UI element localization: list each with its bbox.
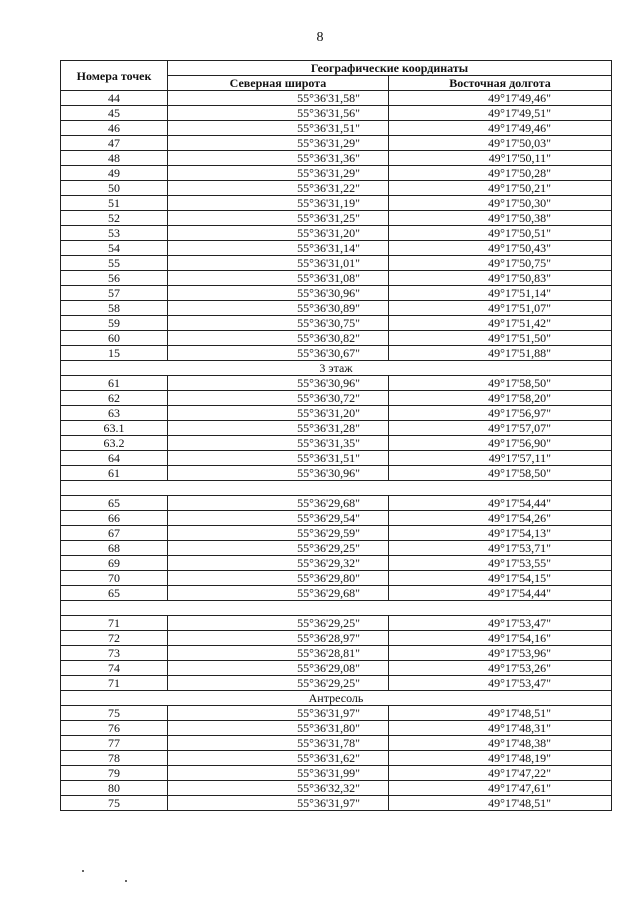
longitude-cell: 49°17'50,83" [389, 271, 612, 286]
point-number-cell: 60 [61, 331, 168, 346]
point-number-cell: 65 [61, 496, 168, 511]
point-number-cell: 52 [61, 211, 168, 226]
latitude-cell: 55°36'31,14" [168, 241, 389, 256]
latitude-cell: 55°36'28,81" [168, 646, 389, 661]
latitude-cell: 55°36'30,67" [168, 346, 389, 361]
blank-cell [61, 601, 612, 616]
latitude-cell: 55°36'29,32" [168, 556, 389, 571]
latitude-cell: 55°36'31,97" [168, 796, 389, 811]
table-row [61, 91, 612, 106]
point-number-cell: 44 [61, 91, 168, 106]
coordinates-table [60, 60, 612, 811]
table-row [61, 751, 612, 766]
longitude-cell: 49°17'48,19" [389, 751, 612, 766]
longitude-cell: 49°17'54,15" [389, 571, 612, 586]
header-points: Номера точек [61, 61, 168, 91]
table-row [61, 466, 612, 481]
longitude-cell: 49°17'51,07" [389, 301, 612, 316]
table-row [61, 721, 612, 736]
table-row [61, 136, 612, 151]
longitude-cell: 49°17'53,47" [389, 676, 612, 691]
latitude-cell: 55°36'31,36" [168, 151, 389, 166]
longitude-cell: 49°17'54,44" [389, 496, 612, 511]
point-number-cell: 69 [61, 556, 168, 571]
longitude-cell: 49°17'51,50" [389, 331, 612, 346]
table-row [61, 391, 612, 406]
table-row [61, 406, 612, 421]
longitude-cell: 49°17'54,26" [389, 511, 612, 526]
point-number-cell: 66 [61, 511, 168, 526]
longitude-cell: 49°17'53,26" [389, 661, 612, 676]
longitude-cell: 49°17'56,90" [389, 436, 612, 451]
longitude-cell: 49°17'48,38" [389, 736, 612, 751]
latitude-cell: 55°36'31,29" [168, 166, 389, 181]
blank-row [61, 601, 612, 616]
section-label: Антресоль [61, 691, 612, 706]
point-number-cell: 45 [61, 106, 168, 121]
point-number-cell: 47 [61, 136, 168, 151]
table-row [61, 541, 612, 556]
point-number-cell: 59 [61, 316, 168, 331]
point-number-cell: 65 [61, 586, 168, 601]
latitude-cell: 55°36'31,99" [168, 766, 389, 781]
section-label: 3 этаж [61, 361, 612, 376]
latitude-cell: 55°36'31,01" [168, 256, 389, 271]
longitude-cell: 49°17'50,30" [389, 196, 612, 211]
longitude-cell: 49°17'53,71" [389, 541, 612, 556]
point-number-cell: 56 [61, 271, 168, 286]
scan-speck [82, 870, 84, 872]
latitude-cell: 55°36'31,28" [168, 421, 389, 436]
table-row [61, 106, 612, 121]
longitude-cell: 49°17'48,31" [389, 721, 612, 736]
point-number-cell: 46 [61, 121, 168, 136]
latitude-cell: 55°36'29,68" [168, 496, 389, 511]
point-number-cell: 78 [61, 751, 168, 766]
longitude-cell: 49°17'49,46" [389, 91, 612, 106]
table-row [61, 286, 612, 301]
latitude-cell: 55°36'29,25" [168, 541, 389, 556]
table-row [61, 226, 612, 241]
table-row [61, 331, 612, 346]
point-number-cell: 72 [61, 631, 168, 646]
table-row [61, 436, 612, 451]
latitude-cell: 55°36'31,29" [168, 136, 389, 151]
point-number-cell: 55 [61, 256, 168, 271]
point-number-cell: 15 [61, 346, 168, 361]
longitude-cell: 49°17'50,28" [389, 166, 612, 181]
table-row [61, 586, 612, 601]
point-number-cell: 63.1 [61, 421, 168, 436]
longitude-cell: 49°17'53,47" [389, 616, 612, 631]
table-row [61, 241, 612, 256]
table-row [61, 511, 612, 526]
table-row [61, 796, 612, 811]
latitude-cell: 55°36'31,35" [168, 436, 389, 451]
point-number-cell: 48 [61, 151, 168, 166]
point-number-cell: 79 [61, 766, 168, 781]
table-row [61, 661, 612, 676]
table-row [61, 631, 612, 646]
table-row [61, 121, 612, 136]
point-number-cell: 57 [61, 286, 168, 301]
longitude-cell: 49°17'54,13" [389, 526, 612, 541]
longitude-cell: 49°17'58,50" [389, 376, 612, 391]
point-number-cell: 53 [61, 226, 168, 241]
table-body [61, 91, 612, 811]
point-number-cell: 61 [61, 376, 168, 391]
point-number-cell: 63 [61, 406, 168, 421]
longitude-cell: 49°17'57,07" [389, 421, 612, 436]
latitude-cell: 55°36'31,97" [168, 706, 389, 721]
latitude-cell: 55°36'28,97" [168, 631, 389, 646]
longitude-cell: 49°17'51,14" [389, 286, 612, 301]
latitude-cell: 55°36'30,96" [168, 376, 389, 391]
table-header [61, 61, 612, 91]
longitude-cell: 49°17'50,75" [389, 256, 612, 271]
point-number-cell: 76 [61, 721, 168, 736]
latitude-cell: 55°36'31,58" [168, 91, 389, 106]
latitude-cell: 55°36'29,25" [168, 616, 389, 631]
latitude-cell: 55°36'31,22" [168, 181, 389, 196]
longitude-cell: 49°17'51,42" [389, 316, 612, 331]
point-number-cell: 77 [61, 736, 168, 751]
table-row [61, 766, 612, 781]
longitude-cell: 49°17'49,46" [389, 121, 612, 136]
longitude-cell: 49°17'56,97" [389, 406, 612, 421]
blank-row [61, 481, 612, 496]
latitude-cell: 55°36'31,51" [168, 451, 389, 466]
point-number-cell: 63.2 [61, 436, 168, 451]
table-row [61, 196, 612, 211]
table-row [61, 211, 612, 226]
latitude-cell: 55°36'29,68" [168, 586, 389, 601]
latitude-cell: 55°36'31,62" [168, 751, 389, 766]
latitude-cell: 55°36'31,51" [168, 121, 389, 136]
longitude-cell: 49°17'54,16" [389, 631, 612, 646]
point-number-cell: 62 [61, 391, 168, 406]
latitude-cell: 55°36'29,08" [168, 661, 389, 676]
point-number-cell: 58 [61, 301, 168, 316]
latitude-cell: 55°36'29,80" [168, 571, 389, 586]
point-number-cell: 80 [61, 781, 168, 796]
longitude-cell: 49°17'50,43" [389, 241, 612, 256]
table-row [61, 736, 612, 751]
longitude-cell: 49°17'47,61" [389, 781, 612, 796]
latitude-cell: 55°36'31,78" [168, 736, 389, 751]
table-row [61, 421, 612, 436]
point-number-cell: 75 [61, 706, 168, 721]
header-latitude: Северная широта [168, 76, 389, 91]
header-longitude: Восточная долгота [389, 76, 612, 91]
section-row [61, 691, 612, 706]
table-row [61, 346, 612, 361]
longitude-cell: 49°17'50,11" [389, 151, 612, 166]
latitude-cell: 55°36'31,19" [168, 196, 389, 211]
table-row [61, 181, 612, 196]
longitude-cell: 49°17'57,11" [389, 451, 612, 466]
table-row [61, 676, 612, 691]
longitude-cell: 49°17'48,51" [389, 706, 612, 721]
point-number-cell: 68 [61, 541, 168, 556]
table-row [61, 271, 612, 286]
table-row [61, 301, 612, 316]
point-number-cell: 51 [61, 196, 168, 211]
scan-speck [125, 880, 127, 882]
longitude-cell: 49°17'47,22" [389, 766, 612, 781]
page-number: 8 [316, 30, 324, 45]
point-number-cell: 74 [61, 661, 168, 676]
table-row [61, 166, 612, 181]
latitude-cell: 55°36'31,08" [168, 271, 389, 286]
point-number-cell: 71 [61, 616, 168, 631]
latitude-cell: 55°36'31,80" [168, 721, 389, 736]
latitude-cell: 55°36'30,96" [168, 286, 389, 301]
longitude-cell: 49°17'50,38" [389, 211, 612, 226]
table-row [61, 646, 612, 661]
table-row [61, 781, 612, 796]
table-row [61, 256, 612, 271]
point-number-cell: 70 [61, 571, 168, 586]
longitude-cell: 49°17'53,96" [389, 646, 612, 661]
longitude-cell: 49°17'51,88" [389, 346, 612, 361]
latitude-cell: 55°36'31,20" [168, 406, 389, 421]
header-geo-coordinates: Географические координаты [168, 61, 612, 76]
table-row [61, 571, 612, 586]
blank-cell [61, 481, 612, 496]
table-row [61, 376, 612, 391]
table-row [61, 556, 612, 571]
longitude-cell: 49°17'58,20" [389, 391, 612, 406]
point-number-cell: 67 [61, 526, 168, 541]
point-number-cell: 64 [61, 451, 168, 466]
table-row [61, 496, 612, 511]
longitude-cell: 49°17'48,51" [389, 796, 612, 811]
latitude-cell: 55°36'30,72" [168, 391, 389, 406]
longitude-cell: 49°17'49,51" [389, 106, 612, 121]
point-number-cell: 61 [61, 466, 168, 481]
table-row [61, 151, 612, 166]
latitude-cell: 55°36'30,82" [168, 331, 389, 346]
point-number-cell: 54 [61, 241, 168, 256]
latitude-cell: 55°36'31,25" [168, 211, 389, 226]
point-number-cell: 49 [61, 166, 168, 181]
latitude-cell: 55°36'29,54" [168, 511, 389, 526]
latitude-cell: 55°36'31,56" [168, 106, 389, 121]
latitude-cell: 55°36'30,75" [168, 316, 389, 331]
longitude-cell: 49°17'58,50" [389, 466, 612, 481]
longitude-cell: 49°17'50,51" [389, 226, 612, 241]
point-number-cell: 71 [61, 676, 168, 691]
latitude-cell: 55°36'30,96" [168, 466, 389, 481]
point-number-cell: 73 [61, 646, 168, 661]
table-row [61, 451, 612, 466]
latitude-cell: 55°36'29,59" [168, 526, 389, 541]
section-row [61, 361, 612, 376]
table-row [61, 706, 612, 721]
latitude-cell: 55°36'30,89" [168, 301, 389, 316]
longitude-cell: 49°17'50,21" [389, 181, 612, 196]
longitude-cell: 49°17'54,44" [389, 586, 612, 601]
point-number-cell: 75 [61, 796, 168, 811]
latitude-cell: 55°36'29,25" [168, 676, 389, 691]
longitude-cell: 49°17'53,55" [389, 556, 612, 571]
latitude-cell: 55°36'31,20" [168, 226, 389, 241]
latitude-cell: 55°36'32,32" [168, 781, 389, 796]
table-row [61, 616, 612, 631]
point-number-cell: 50 [61, 181, 168, 196]
table-row [61, 316, 612, 331]
table-row [61, 526, 612, 541]
longitude-cell: 49°17'50,03" [389, 136, 612, 151]
